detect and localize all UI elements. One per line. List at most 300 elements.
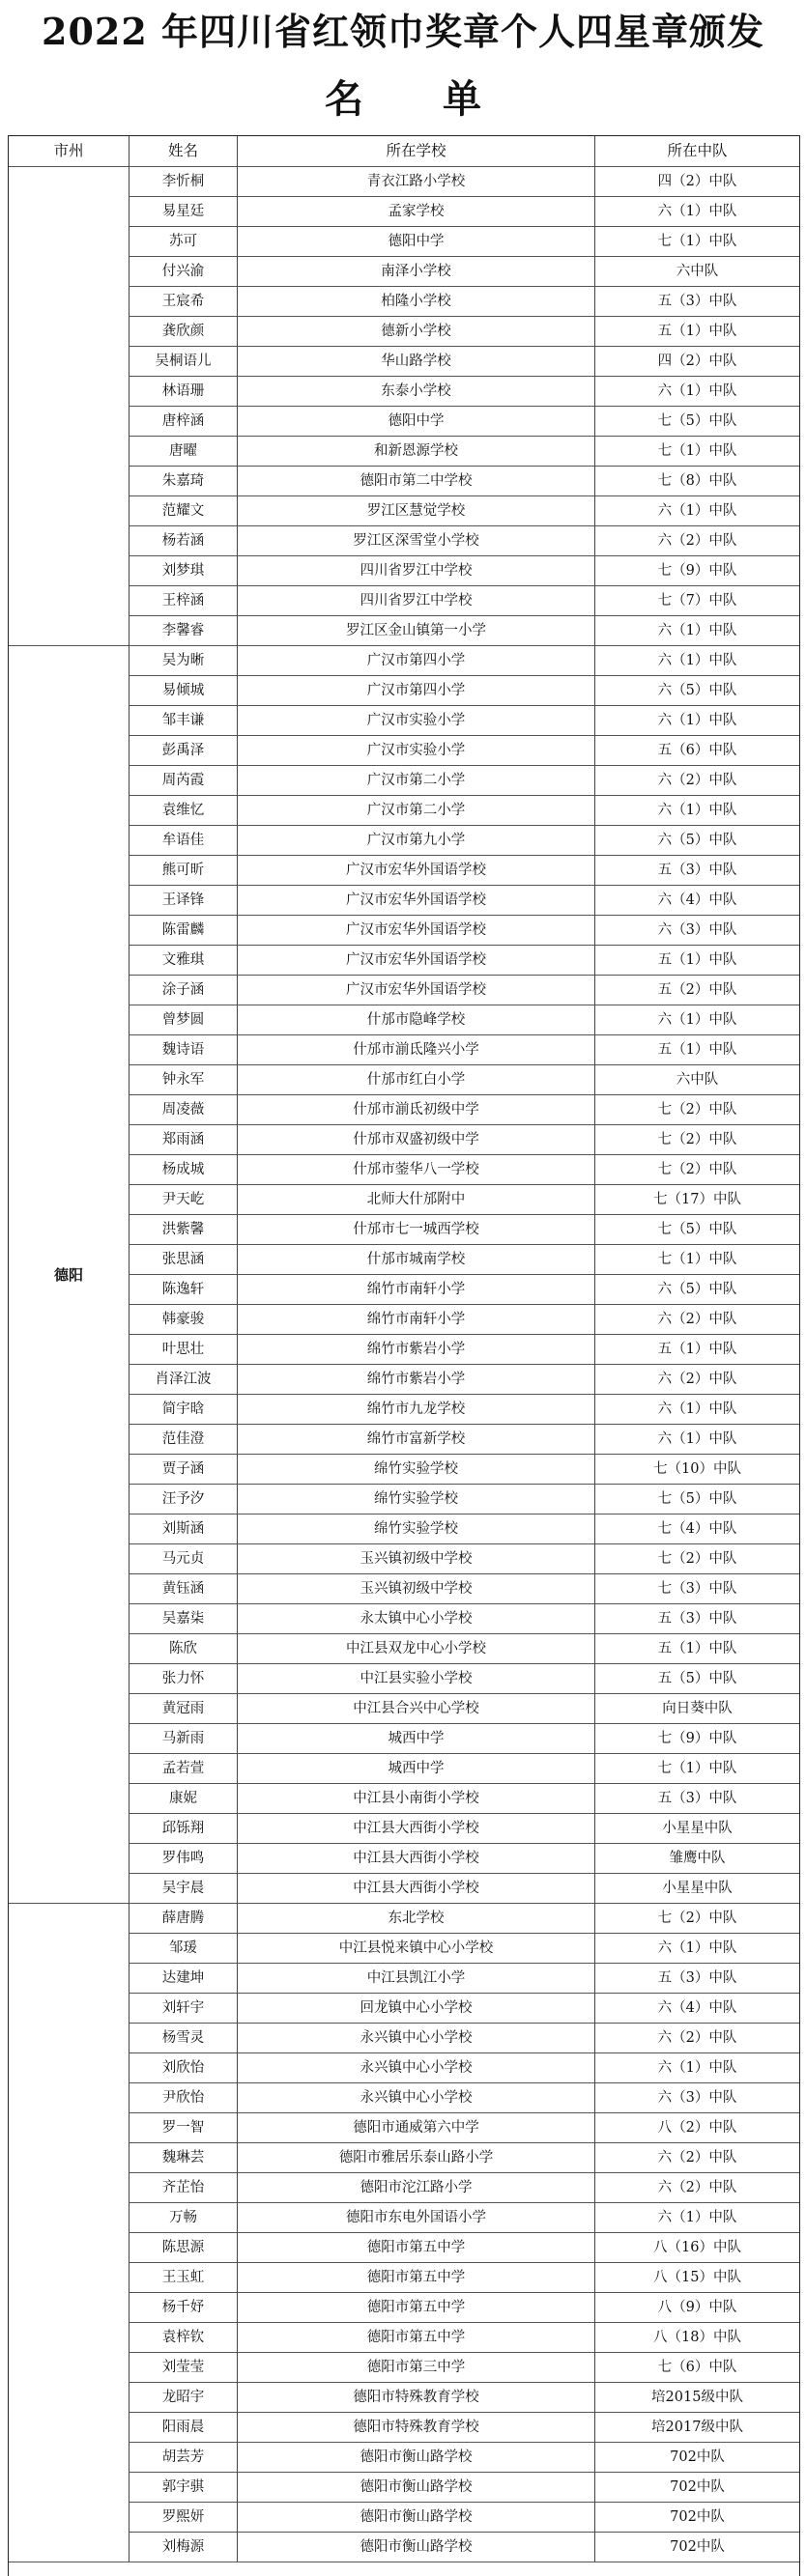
student-name: 刘轩宇 <box>129 1994 237 2024</box>
table-row <box>9 437 799 467</box>
header-squad: 所在中队 <box>594 136 799 167</box>
table-row <box>9 556 799 586</box>
student-name: 唐曜 <box>129 437 237 467</box>
school-name: 广汉市第四小学 <box>237 676 594 706</box>
table-row <box>9 676 799 706</box>
student-name: 彭禹泽 <box>129 736 237 766</box>
table-row <box>9 1904 799 1934</box>
school-name: 德阳市东电外国语小学 <box>237 2203 594 2233</box>
school-name: 中江县悦来镇中心小学校 <box>237 1934 594 1964</box>
school-name: 广汉市宏华外国语学校 <box>237 916 594 946</box>
squad-name: 七（1）中队 <box>594 437 799 467</box>
school-name: 中江县大西街小学校 <box>237 1814 594 1844</box>
table-row <box>9 1544 799 1574</box>
squad-name: 六（2）中队 <box>594 1365 799 1395</box>
student-name: 曾梦圆 <box>129 1005 237 1035</box>
squad-name: 七（2）中队 <box>594 1125 799 1155</box>
header-school: 所在学校 <box>237 136 594 167</box>
school-name: 德阳市第二中学校 <box>237 467 594 496</box>
table-row <box>9 1095 799 1125</box>
table-row <box>9 2323 799 2353</box>
table-row <box>9 856 799 886</box>
table-row <box>9 646 799 676</box>
school-name: 永兴镇中心小学校 <box>237 2053 594 2083</box>
table-row <box>9 167 799 197</box>
school-name: 中江县双龙中心小学校 <box>237 1634 594 1664</box>
school-name: 华山路学校 <box>237 347 594 377</box>
student-name: 肖泽江波 <box>129 1365 237 1395</box>
document-subtitle: 名 单 <box>325 76 514 122</box>
school-name: 德阳市第五中学 <box>237 2263 594 2293</box>
school-name: 永太镇中心小学校 <box>237 1604 594 1634</box>
student-name: 尹欣怡 <box>129 2083 237 2113</box>
school-name: 什邡市湔氐初级中学 <box>237 1095 594 1125</box>
student-name: 付兴渝 <box>129 257 237 287</box>
school-name: 德阳市衡山路学校 <box>237 2473 594 2503</box>
squad-name: 六（3）中队 <box>594 2083 799 2113</box>
student-name: 张思涵 <box>129 1245 237 1275</box>
squad-name: 五（1）中队 <box>594 317 799 347</box>
award-roster-table <box>8 135 800 2576</box>
school-name: 绵竹市富新学校 <box>237 1425 594 1455</box>
squad-name: 八（15）中队 <box>594 2263 799 2293</box>
table-row <box>9 976 799 1005</box>
table-row <box>9 1844 799 1874</box>
student-name: 龚欣颜 <box>129 317 237 347</box>
squad-name: 五（3）中队 <box>594 1784 799 1814</box>
squad-name: 六中队 <box>594 1065 799 1095</box>
school-name: 德阳市第五中学 <box>237 2293 594 2323</box>
squad-name: 六（1）中队 <box>594 197 799 227</box>
squad-name: 五（3）中队 <box>594 856 799 886</box>
student-name: 陈逸轩 <box>129 1275 237 1305</box>
school-name: 德阳中学 <box>237 227 594 257</box>
table-row <box>9 1065 799 1095</box>
squad-name: 六（1）中队 <box>594 1005 799 1035</box>
student-name: 罗一智 <box>129 2113 237 2143</box>
squad-name: 七（1）中队 <box>594 1245 799 1275</box>
squad-name: 六（1）中队 <box>594 1395 799 1425</box>
student-name: 叶思壮 <box>129 1335 237 1365</box>
student-name: 陈思源 <box>129 2233 237 2263</box>
school-name: 中江县小南街小学校 <box>237 1784 594 1814</box>
squad-name: 702中队 <box>594 2533 799 2562</box>
school-name: 广汉市宏华外国语学校 <box>237 856 594 886</box>
table-row <box>9 2053 799 2083</box>
table-row <box>9 2143 799 2173</box>
school-name: 广汉市实验小学 <box>237 706 594 736</box>
squad-name: 六（1）中队 <box>594 706 799 736</box>
student-name: 张力怀 <box>129 1664 237 1694</box>
school-name: 绵竹市紫岩小学 <box>237 1365 594 1395</box>
school-name: 德阳市衡山路学校 <box>237 2503 594 2533</box>
student-name: 钟永军 <box>129 1065 237 1095</box>
school-name: 德阳市衡山路学校 <box>237 2533 594 2562</box>
squad-name: 六（2）中队 <box>594 1305 799 1335</box>
student-name: 杨成城 <box>129 1155 237 1185</box>
squad-name: 六中队 <box>594 257 799 287</box>
school-name: 什邡市城南学校 <box>237 1245 594 1275</box>
table-row <box>9 227 799 257</box>
student-name: 韩豪骏 <box>129 1305 237 1335</box>
squad-name: 七（4）中队 <box>594 1514 799 1544</box>
table-row <box>9 1634 799 1664</box>
squad-name: 五（1）中队 <box>594 946 799 976</box>
squad-name: 七（2）中队 <box>594 1095 799 1125</box>
table-row <box>9 2443 799 2473</box>
squad-name: 七（10）中队 <box>594 1455 799 1485</box>
squad-name: 七（5）中队 <box>594 407 799 437</box>
student-name: 杨若涵 <box>129 526 237 556</box>
squad-name: 702中队 <box>594 2473 799 2503</box>
student-name: 邱铄翔 <box>129 1814 237 1844</box>
student-name: 邹瑗 <box>129 1934 237 1964</box>
table-row <box>9 1335 799 1365</box>
student-name: 周芮霞 <box>129 766 237 796</box>
student-name: 刘欣怡 <box>129 2053 237 2083</box>
header-city: 市州 <box>9 136 129 167</box>
squad-name: 六（5）中队 <box>594 826 799 856</box>
squad-name: 七（17）中队 <box>594 1185 799 1215</box>
squad-name: 八（2）中队 <box>594 2113 799 2143</box>
student-name: 尹天屹 <box>129 1185 237 1215</box>
school-name: 什邡市红白小学 <box>237 1065 594 1095</box>
student-name: 吴宇晨 <box>129 1874 237 1904</box>
squad-name: 六（1）中队 <box>594 2203 799 2233</box>
student-name: 郑雨涵 <box>129 1125 237 1155</box>
squad-name: 七（2）中队 <box>594 1155 799 1185</box>
student-name: 李忻桐 <box>129 167 237 197</box>
student-name: 胡芸芳 <box>129 2443 237 2473</box>
student-name: 熊可昕 <box>129 856 237 886</box>
school-name: 罗江区金山镇第一小学 <box>237 616 594 646</box>
school-name: 德新小学校 <box>237 317 594 347</box>
table-row <box>9 1724 799 1754</box>
student-name: 王译锋 <box>129 886 237 916</box>
student-name: 杨千妤 <box>129 2293 237 2323</box>
squad-name: 七（6）中队 <box>594 2353 799 2383</box>
table-row <box>9 1485 799 1514</box>
squad-name: 五（5）中队 <box>594 1664 799 1694</box>
student-name: 袁梓钦 <box>129 2323 237 2353</box>
squad-name: 五（3）中队 <box>594 1604 799 1634</box>
table-row <box>9 2413 799 2443</box>
table-row <box>9 2293 799 2323</box>
student-name: 杨雪灵 <box>129 2024 237 2053</box>
student-name: 魏诗语 <box>129 1035 237 1065</box>
table-row <box>9 2533 799 2562</box>
school-name: 绵竹市九龙学校 <box>237 1395 594 1425</box>
school-name: 什邡市隐峰学校 <box>237 1005 594 1035</box>
student-name: 林语珊 <box>129 377 237 407</box>
table-row <box>9 467 799 496</box>
table-row <box>9 2353 799 2383</box>
table-row <box>9 886 799 916</box>
student-name: 马新雨 <box>129 1724 237 1754</box>
squad-name: 七（7）中队 <box>594 586 799 616</box>
squad-name: 六（5）中队 <box>594 1275 799 1305</box>
student-name: 范耀文 <box>129 496 237 526</box>
table-row <box>9 736 799 766</box>
school-name: 中江县大西街小学校 <box>237 1874 594 1904</box>
school-name: 柏隆小学校 <box>237 287 594 317</box>
squad-name: 六（1）中队 <box>594 377 799 407</box>
table-row <box>9 1215 799 1245</box>
squad-name: 六（1）中队 <box>594 496 799 526</box>
student-name: 简宇晗 <box>129 1395 237 1425</box>
student-name: 牟语佳 <box>129 826 237 856</box>
squad-name: 七（5）中队 <box>594 1485 799 1514</box>
school-name: 绵竹市紫岩小学 <box>237 1335 594 1365</box>
table-row <box>9 1814 799 1844</box>
school-name: 绵竹市南轩小学 <box>237 1305 594 1335</box>
squad-name: 六（2）中队 <box>594 766 799 796</box>
school-name: 永兴镇中心小学校 <box>237 2024 594 2053</box>
student-name: 刘莹莹 <box>129 2353 237 2383</box>
student-name: 万畅 <box>129 2203 237 2233</box>
student-name: 王玉虹 <box>129 2263 237 2293</box>
squad-name: 八（16）中队 <box>594 2233 799 2263</box>
table-row <box>9 377 799 407</box>
squad-name: 五（6）中队 <box>594 736 799 766</box>
school-name: 绵竹实验学校 <box>237 1455 594 1485</box>
school-name: 孟家学校 <box>237 197 594 227</box>
table-row <box>9 796 799 826</box>
student-name: 薛唐腾 <box>129 1904 237 1934</box>
table-row <box>9 1874 799 1904</box>
student-name: 周凌薇 <box>129 1095 237 1125</box>
squad-name: 八（18）中队 <box>594 2323 799 2353</box>
squad-name: 六（1）中队 <box>594 616 799 646</box>
school-name: 德阳市通威第六中学 <box>237 2113 594 2143</box>
school-name: 什邡市湔氐隆兴小学 <box>237 1035 594 1065</box>
student-name: 齐芷怡 <box>129 2173 237 2203</box>
squad-name: 八（9）中队 <box>594 2293 799 2323</box>
student-name: 易星廷 <box>129 197 237 227</box>
squad-name: 五（3）中队 <box>594 287 799 317</box>
student-name: 达建坤 <box>129 1964 237 1994</box>
squad-name: 六（1）中队 <box>594 646 799 676</box>
school-name: 四川省罗江中学校 <box>237 586 594 616</box>
table-row <box>9 2473 799 2503</box>
student-name: 范佳澄 <box>129 1425 237 1455</box>
school-name: 德阳市特殊教育学校 <box>237 2383 594 2413</box>
squad-name: 七（3）中队 <box>594 1574 799 1604</box>
table-row <box>9 826 799 856</box>
squad-name: 五（3）中队 <box>594 1964 799 1994</box>
student-name: 汪予汐 <box>129 1485 237 1514</box>
squad-name: 六（5）中队 <box>594 676 799 706</box>
squad-name: 六（2）中队 <box>594 2024 799 2053</box>
table-row <box>9 287 799 317</box>
table-row <box>9 946 799 976</box>
student-name: 李馨睿 <box>129 616 237 646</box>
squad-name: 六（1）中队 <box>594 2053 799 2083</box>
table-row <box>9 1305 799 1335</box>
student-name: 苏可 <box>129 227 237 257</box>
school-name: 罗江区慧觉学校 <box>237 496 594 526</box>
school-name: 德阳市第五中学 <box>237 2233 594 2263</box>
table-row <box>9 1514 799 1544</box>
table-row <box>9 2503 799 2533</box>
squad-name: 七（1）中队 <box>594 227 799 257</box>
squad-name: 702中队 <box>594 2443 799 2473</box>
table-row <box>9 2203 799 2233</box>
table-row <box>9 2113 799 2143</box>
school-name: 北师大什邡附中 <box>237 1185 594 1215</box>
school-name: 四川省罗江中学校 <box>237 556 594 586</box>
student-name: 刘梦琪 <box>129 556 237 586</box>
squad-name: 七（9）中队 <box>594 556 799 586</box>
squad-name: 六（1）中队 <box>594 796 799 826</box>
school-name: 中江县大西街小学校 <box>237 1844 594 1874</box>
table-row <box>9 2024 799 2053</box>
squad-name: 五（1）中队 <box>594 1335 799 1365</box>
squad-name: 七（5）中队 <box>594 1215 799 1245</box>
school-name: 广汉市宏华外国语学校 <box>237 976 594 1005</box>
table-row <box>9 766 799 796</box>
table-row <box>9 407 799 437</box>
table-row <box>9 1245 799 1275</box>
table-row <box>9 1365 799 1395</box>
school-name: 青衣江路小学校 <box>237 167 594 197</box>
squad-name: 培2015级中队 <box>594 2383 799 2413</box>
school-name: 广汉市第四小学 <box>237 646 594 676</box>
student-name: 刘斯涵 <box>129 1514 237 1544</box>
squad-name: 六（4）中队 <box>594 1994 799 2024</box>
table-row <box>9 1185 799 1215</box>
student-name: 黄钰涵 <box>129 1574 237 1604</box>
school-name: 中江县实验小学校 <box>237 1664 594 1694</box>
table-row <box>9 2083 799 2113</box>
table-header-row <box>9 136 799 166</box>
squad-name: 向日葵中队 <box>594 1694 799 1724</box>
squad-name: 五（1）中队 <box>594 1634 799 1664</box>
student-name: 朱嘉琦 <box>129 467 237 496</box>
student-name: 罗伟鸣 <box>129 1844 237 1874</box>
school-name: 东北学校 <box>237 1904 594 1934</box>
school-name: 广汉市第二小学 <box>237 766 594 796</box>
student-name: 文雅琪 <box>129 946 237 976</box>
student-name: 易倾城 <box>129 676 237 706</box>
squad-name: 六（2）中队 <box>594 2143 799 2173</box>
squad-name: 七（8）中队 <box>594 467 799 496</box>
school-name: 德阳市第五中学 <box>237 2323 594 2353</box>
student-name: 吴桐语儿 <box>129 347 237 377</box>
table-row <box>9 1125 799 1155</box>
school-name: 中江县凯江小学 <box>237 1964 594 1994</box>
squad-name: 五（2）中队 <box>594 976 799 1005</box>
document-title: 2022 年四川省红领巾奖章个人四星章颁发 <box>42 10 764 53</box>
student-name: 阳雨晨 <box>129 2413 237 2443</box>
squad-name: 四（2）中队 <box>594 167 799 197</box>
student-name: 袁维忆 <box>129 796 237 826</box>
squad-name: 七（1）中队 <box>594 1754 799 1784</box>
table-row <box>9 257 799 287</box>
student-name: 涂子涵 <box>129 976 237 1005</box>
table-row <box>9 496 799 526</box>
school-name: 绵竹市南轩小学 <box>237 1275 594 1305</box>
squad-name: 小星星中队 <box>594 1814 799 1844</box>
school-name: 广汉市宏华外国语学校 <box>237 946 594 976</box>
school-name: 广汉市第二小学 <box>237 796 594 826</box>
table-row <box>9 706 799 736</box>
student-name: 贾子涵 <box>129 1455 237 1485</box>
table-row <box>9 1275 799 1305</box>
table-row <box>9 916 799 946</box>
school-name: 德阳市雅居乐泰山路小学 <box>237 2143 594 2173</box>
school-name: 玉兴镇初级中学校 <box>237 1544 594 1574</box>
table-row <box>9 586 799 616</box>
table-row <box>9 347 799 377</box>
student-name: 吴嘉柒 <box>129 1604 237 1634</box>
squad-name: 雏鹰中队 <box>594 1844 799 1874</box>
school-name: 永兴镇中心小学校 <box>237 2083 594 2113</box>
school-name: 和新恩源学校 <box>237 437 594 467</box>
school-name: 德阳市衡山路学校 <box>237 2443 594 2473</box>
table-row <box>9 1395 799 1425</box>
student-name: 罗熙妍 <box>129 2503 237 2533</box>
table-row <box>9 1155 799 1185</box>
table-row <box>9 526 799 556</box>
table-row <box>9 1035 799 1065</box>
table-row <box>9 1604 799 1634</box>
table-row <box>9 2233 799 2263</box>
table-row <box>9 1664 799 1694</box>
school-name: 绵竹实验学校 <box>237 1485 594 1514</box>
student-name: 唐梓涵 <box>129 407 237 437</box>
school-name: 广汉市第九小学 <box>237 826 594 856</box>
school-name: 中江县合兴中心学校 <box>237 1694 594 1724</box>
school-name: 德阳市沱江路小学 <box>237 2173 594 2203</box>
table-row <box>9 1425 799 1455</box>
school-name: 什邡市蓥华八一学校 <box>237 1155 594 1185</box>
squad-name: 六（4）中队 <box>594 886 799 916</box>
student-name: 邹丰谦 <box>129 706 237 736</box>
student-name: 陈欣 <box>129 1634 237 1664</box>
table-row <box>9 1455 799 1485</box>
squad-name: 培2017级中队 <box>594 2413 799 2443</box>
squad-name: 六（3）中队 <box>594 916 799 946</box>
school-name: 德阳市第三中学 <box>237 2353 594 2383</box>
school-name: 回龙镇中心小学校 <box>237 1994 594 2024</box>
school-name: 德阳市特殊教育学校 <box>237 2413 594 2443</box>
city-cell: 德阳 <box>9 646 129 1904</box>
student-name: 黄冠雨 <box>129 1694 237 1724</box>
table-row <box>9 1574 799 1604</box>
student-name: 马元贞 <box>129 1544 237 1574</box>
student-name: 魏琳芸 <box>129 2143 237 2173</box>
school-name: 城西中学 <box>237 1754 594 1784</box>
student-name: 王梓涵 <box>129 586 237 616</box>
school-name: 城西中学 <box>237 1724 594 1754</box>
student-name: 郭宇骐 <box>129 2473 237 2503</box>
table-row <box>9 1784 799 1814</box>
squad-name: 四（2）中队 <box>594 347 799 377</box>
school-name: 什邡市七一城西学校 <box>237 1215 594 1245</box>
student-name: 王宸希 <box>129 287 237 317</box>
school-name: 东泰小学校 <box>237 377 594 407</box>
squad-name: 七（2）中队 <box>594 1544 799 1574</box>
squad-name: 六（2）中队 <box>594 2173 799 2203</box>
header-name: 姓名 <box>129 136 237 167</box>
table-row <box>9 1694 799 1724</box>
student-name: 孟若萱 <box>129 1754 237 1784</box>
school-name: 罗江区深雪堂小学校 <box>237 526 594 556</box>
student-name: 洪紫馨 <box>129 1215 237 1245</box>
table-row <box>9 2263 799 2293</box>
squad-name: 六（1）中队 <box>594 1425 799 1455</box>
